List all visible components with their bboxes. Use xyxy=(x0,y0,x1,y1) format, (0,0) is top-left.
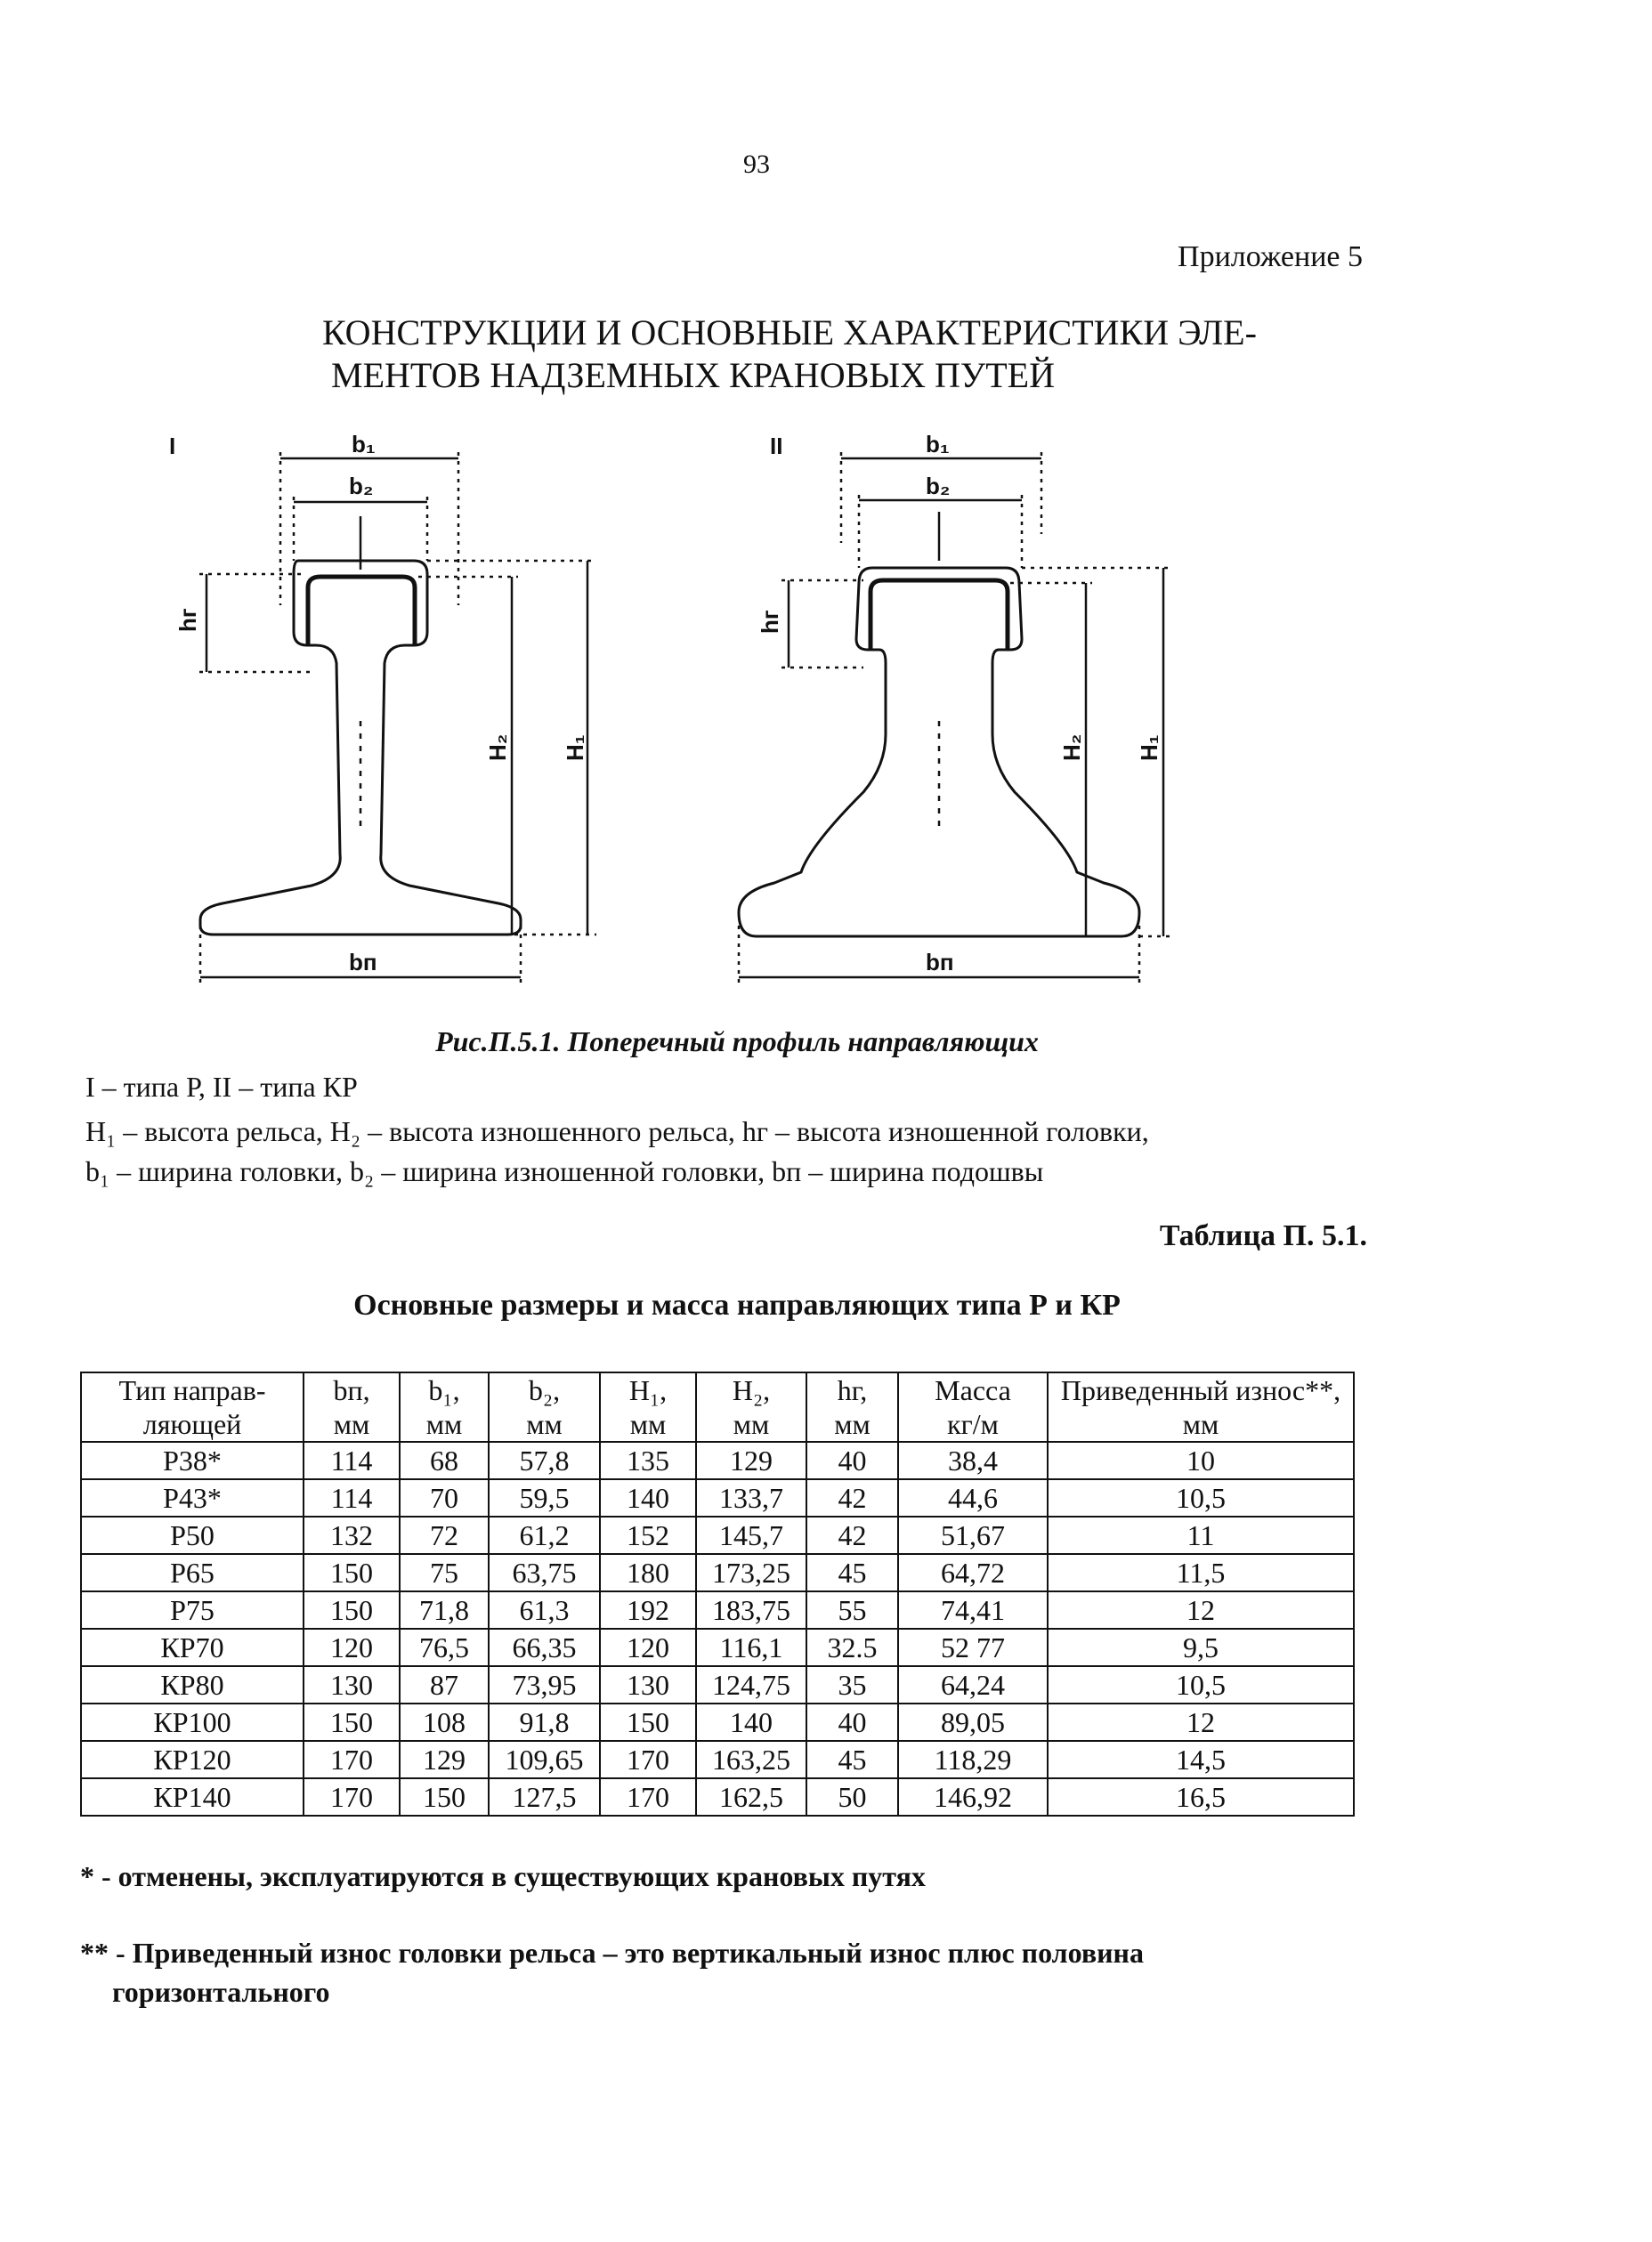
table-cell: КР80 xyxy=(81,1666,304,1704)
table-cell: 150 xyxy=(400,1778,489,1816)
table-row xyxy=(81,1554,1354,1591)
table-cell: 116,1 xyxy=(696,1629,806,1666)
table-cell: 74,41 xyxy=(898,1591,1048,1629)
table-cell: 52 77 xyxy=(898,1629,1048,1666)
dim-h1-label: H₁ xyxy=(562,734,588,761)
legend-line-1: I – типа Р, II – типа КР xyxy=(85,1071,358,1103)
table-row xyxy=(81,1704,1354,1741)
table-cell: 183,75 xyxy=(696,1591,806,1629)
table-cell: 152 xyxy=(600,1517,696,1554)
table-cell: 145,7 xyxy=(696,1517,806,1554)
dim-hr-label: hг xyxy=(757,610,783,634)
table-cell: 76,5 xyxy=(400,1629,489,1666)
profile-2-label: II xyxy=(770,433,783,459)
figure-caption: Рис.П.5.1. Поперечный профиль направляющих xyxy=(435,1025,1039,1057)
table-cell: 40 xyxy=(806,1442,898,1479)
table-cell: 89,05 xyxy=(898,1704,1048,1741)
wear-line-p xyxy=(308,577,415,645)
table-cell: 70 xyxy=(400,1479,489,1517)
table-cell: 146,92 xyxy=(898,1778,1048,1816)
table-cell: Р65 xyxy=(81,1554,304,1591)
table-cell: 32.5 xyxy=(806,1629,898,1666)
table-cell: 124,75 xyxy=(696,1666,806,1704)
table-row xyxy=(81,1629,1354,1666)
table-cell: 45 xyxy=(806,1741,898,1778)
table-cell: 120 xyxy=(600,1629,696,1666)
table-cell: 73,95 xyxy=(489,1666,600,1704)
table-cell: Р50 xyxy=(81,1517,304,1554)
footnote-2-line-2: горизонтального xyxy=(112,1976,330,2008)
table-cell: 173,25 xyxy=(696,1554,806,1591)
table-cell: 170 xyxy=(304,1778,400,1816)
table-row xyxy=(81,1479,1354,1517)
dim-bn-label: bп xyxy=(349,949,377,975)
table-cell: 114 xyxy=(304,1479,400,1517)
dim-h2-label: H₂ xyxy=(1058,733,1085,761)
appendix-label: Приложение 5 xyxy=(1178,240,1363,273)
table-cell: 11 xyxy=(1048,1517,1354,1554)
header-b2: b₂, мм xyxy=(489,1372,600,1442)
footnote-2-line-1: ** - Приведенный износ головки рельса – это вертикальный износ плюс половина xyxy=(80,1937,1144,1969)
table-cell: 170 xyxy=(304,1741,400,1778)
table-cell: 71,8 xyxy=(400,1591,489,1629)
table-cell: 72 xyxy=(400,1517,489,1554)
header-wear: Приведенный износ**, мм xyxy=(1048,1372,1354,1442)
table-cell: 16,5 xyxy=(1048,1778,1354,1816)
table-cell: 59,5 xyxy=(489,1479,600,1517)
dim-b2-label: b₂ xyxy=(349,473,374,499)
table-cell: 61,2 xyxy=(489,1517,600,1554)
table-cell: 180 xyxy=(600,1554,696,1591)
table-cell: 64,72 xyxy=(898,1554,1048,1591)
table-cell: 150 xyxy=(304,1591,400,1629)
table-header-row xyxy=(81,1372,1354,1442)
table-cell: 150 xyxy=(304,1704,400,1741)
table-cell: 50 xyxy=(806,1778,898,1816)
table-cell: 10 xyxy=(1048,1442,1354,1479)
table-row xyxy=(81,1591,1354,1629)
table-cell: 11,5 xyxy=(1048,1554,1354,1591)
table-cell: 10,5 xyxy=(1048,1666,1354,1704)
table-cell: КР100 xyxy=(81,1704,304,1741)
table-cell: 57,8 xyxy=(489,1442,600,1479)
table-cell: 162,5 xyxy=(696,1778,806,1816)
dim-b1-label: b₁ xyxy=(352,431,376,457)
table-row xyxy=(81,1442,1354,1479)
table-cell: КР140 xyxy=(81,1778,304,1816)
table-cell: 91,8 xyxy=(489,1704,600,1741)
table-cell: 118,29 xyxy=(898,1741,1048,1778)
header-type: Тип направ- ляющей xyxy=(81,1372,304,1442)
footnote-2 xyxy=(80,1933,1326,2011)
table-cell: 109,65 xyxy=(489,1741,600,1778)
table-cell: 55 xyxy=(806,1591,898,1629)
rail-profile-drawing xyxy=(160,427,1211,997)
table-cell: 42 xyxy=(806,1517,898,1554)
table-cell: Р43* xyxy=(81,1479,304,1517)
table-cell: 127,5 xyxy=(489,1778,600,1816)
table-cell: 51,67 xyxy=(898,1517,1048,1554)
table-cell: 42 xyxy=(806,1479,898,1517)
table-cell: 44,6 xyxy=(898,1479,1048,1517)
table-cell: 108 xyxy=(400,1704,489,1741)
table-title: Основные размеры и масса направляющих типа Р и КР xyxy=(353,1289,1121,1322)
table-cell: 10,5 xyxy=(1048,1479,1354,1517)
table-cell: 150 xyxy=(304,1554,400,1591)
header-b1: b₁, мм xyxy=(400,1372,489,1442)
table-cell: 140 xyxy=(600,1479,696,1517)
table-cell: Р38* xyxy=(81,1442,304,1479)
dim-bn-label: bп xyxy=(926,949,954,975)
rail-dimensions-table xyxy=(80,1372,1355,1817)
header-hr: hг, мм xyxy=(806,1372,898,1442)
table-cell: 12 xyxy=(1048,1591,1354,1629)
table-cell: 114 xyxy=(304,1442,400,1479)
dim-b1-label: b₁ xyxy=(926,431,950,457)
header-h1: H₁, мм xyxy=(600,1372,696,1442)
table-cell: 132 xyxy=(304,1517,400,1554)
table-cell: 163,25 xyxy=(696,1741,806,1778)
dim-h1-label: H₁ xyxy=(1136,734,1162,761)
table-cell: КР120 xyxy=(81,1741,304,1778)
table-cell: 64,24 xyxy=(898,1666,1048,1704)
table-cell: 129 xyxy=(696,1442,806,1479)
table-row xyxy=(81,1517,1354,1554)
table-cell: КР70 xyxy=(81,1629,304,1666)
table-cell: 133,7 xyxy=(696,1479,806,1517)
table-cell: 9,5 xyxy=(1048,1629,1354,1666)
table-cell: Р75 xyxy=(81,1591,304,1629)
table-cell: 40 xyxy=(806,1704,898,1741)
table-cell: 12 xyxy=(1048,1704,1354,1741)
table-cell: 170 xyxy=(600,1741,696,1778)
table-cell: 129 xyxy=(400,1741,489,1778)
table-cell: 61,3 xyxy=(489,1591,600,1629)
footnote-1: * - отменены, эксплуатируются в существующих крановых путях xyxy=(80,1860,926,1892)
table-cell: 38,4 xyxy=(898,1442,1048,1479)
legend-line-2: H₁ – высота рельса, H₂ – высота изношенного рельса, hг – высота изношенной головки, xyxy=(85,1115,1149,1147)
table-cell: 130 xyxy=(600,1666,696,1704)
table-cell: 130 xyxy=(304,1666,400,1704)
table-cell: 135 xyxy=(600,1442,696,1479)
table-cell: 63,75 xyxy=(489,1554,600,1591)
table-body xyxy=(81,1442,1354,1816)
dim-h2-label: H₂ xyxy=(484,733,511,761)
title-line-2: МЕНТОВ НАДЗЕМНЫХ КРАНОВЫХ ПУТЕЙ xyxy=(331,355,1055,395)
table-cell: 45 xyxy=(806,1554,898,1591)
profile-1-label: I xyxy=(169,433,176,459)
table-cell: 140 xyxy=(696,1704,806,1741)
table-cell: 170 xyxy=(600,1778,696,1816)
legend-line-3: b₁ – ширина головки, b₂ – ширина изношенной головки, bп – ширина подошвы xyxy=(85,1155,1044,1187)
wear-line-kr xyxy=(871,580,1008,650)
table-row xyxy=(81,1666,1354,1704)
page-title xyxy=(322,312,1257,397)
table-cell: 87 xyxy=(400,1666,489,1704)
header-mass: Масса кг/м xyxy=(898,1372,1048,1442)
table-cell: 14,5 xyxy=(1048,1741,1354,1778)
table-cell: 35 xyxy=(806,1666,898,1704)
table-cell: 66,35 xyxy=(489,1629,600,1666)
table-cell: 120 xyxy=(304,1629,400,1666)
table-cell: 68 xyxy=(400,1442,489,1479)
table-cell: 150 xyxy=(600,1704,696,1741)
table-cell: 192 xyxy=(600,1591,696,1629)
table-row xyxy=(81,1741,1354,1778)
page-number: 93 xyxy=(743,150,770,179)
dim-hr-label: hг xyxy=(174,608,201,632)
dim-b2-label: b₂ xyxy=(926,473,951,499)
title-line-1: КОНСТРУКЦИИ И ОСНОВНЫЕ ХАРАКТЕРИСТИКИ ЭЛЕ- xyxy=(322,312,1257,352)
table-row xyxy=(81,1778,1354,1816)
table-cell: 75 xyxy=(400,1554,489,1591)
table-label: Таблица П. 5.1. xyxy=(1159,1219,1367,1252)
header-bn: bп, мм xyxy=(304,1372,400,1442)
header-h2: H₂, мм xyxy=(696,1372,806,1442)
